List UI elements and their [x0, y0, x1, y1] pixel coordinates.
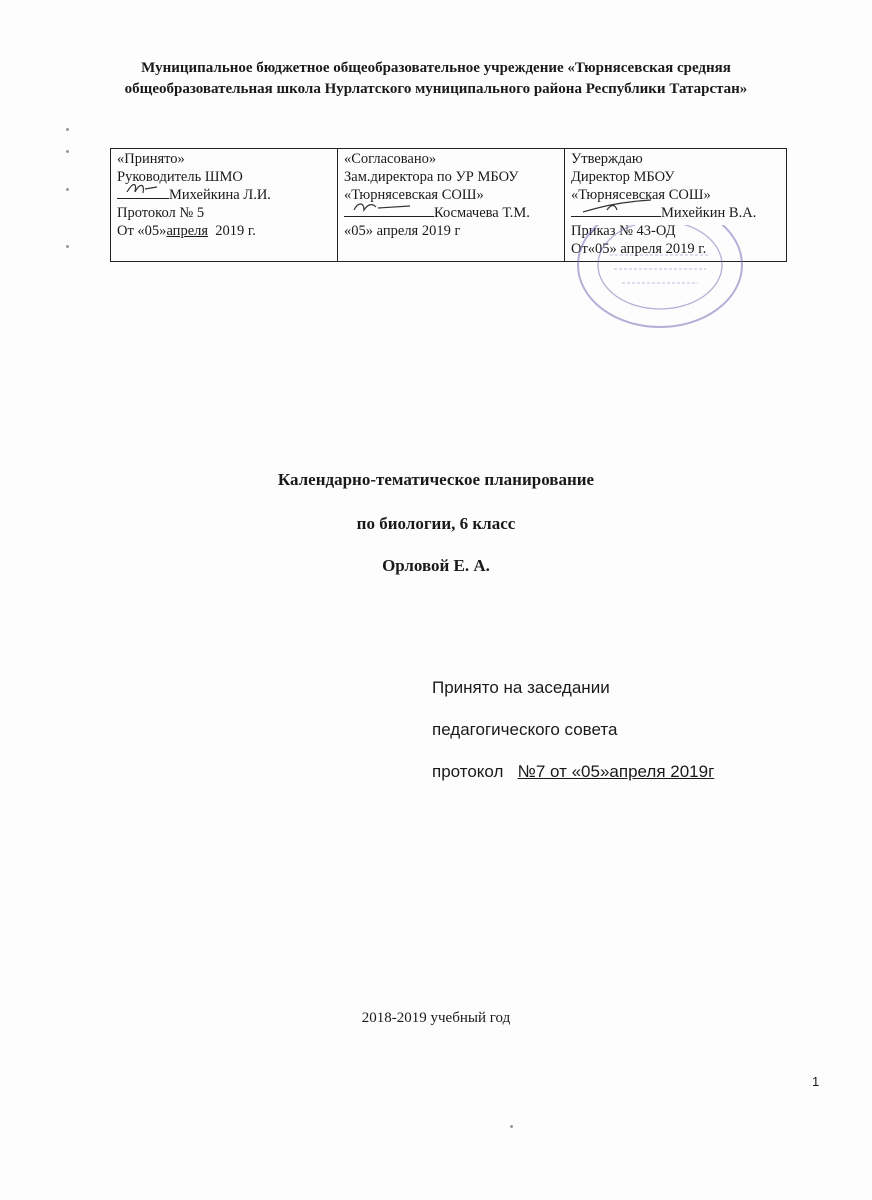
signature-icon — [571, 204, 661, 217]
signature-icon — [344, 204, 434, 217]
school-header-line-2: общеобразовательная школа Нурлатского муниципального района Республики Татарстан» — [124, 81, 748, 97]
document-teacher: Орловой Е. А. — [382, 556, 490, 575]
page-number: 1 — [812, 1074, 820, 1089]
approved-date: От«05» апреля 2019 г. — [571, 241, 707, 257]
accepted-cell — [111, 149, 338, 262]
agreed-cell — [338, 149, 565, 262]
agreed-position: Зам.директора по УР МБОУ — [344, 169, 519, 185]
accepted-protocol: Протокол № 5 — [117, 205, 205, 221]
agreed-school: «Тюрнясевская СОШ» — [344, 187, 484, 203]
approved-title: Утверждаю — [571, 151, 643, 167]
accepted-title: «Принято» — [117, 151, 185, 167]
approved-name: Михейкин В.А. — [661, 205, 757, 221]
council-line-1: Принято на заседании — [432, 678, 610, 697]
school-header — [40, 58, 832, 100]
accepted-position: Руководитель ШМО — [117, 169, 243, 185]
approved-order: Приказ № 43-ОД — [571, 223, 676, 239]
approved-position: Директор МБОУ — [571, 169, 675, 185]
approved-school: «Тюрнясевская СОШ» — [571, 187, 711, 203]
agreed-date: «05» апреля 2019 г — [344, 223, 461, 239]
scan-speck — [510, 1125, 513, 1128]
document-subject: по биологии, 6 класс — [356, 514, 516, 533]
council-protocol: протокол №7 от «05»апреля 2019г — [432, 762, 715, 781]
scan-speck — [66, 188, 69, 191]
scan-speck — [66, 128, 69, 131]
approved-signature-line — [571, 204, 782, 222]
school-header-line-1: Муниципальное бюджетное общеобразовательное учреждение «Тюрнясевская средняя — [141, 60, 731, 76]
scan-speck — [66, 150, 69, 153]
signature-icon — [117, 186, 169, 199]
scan-speck — [66, 245, 69, 248]
accepted-signature-line — [117, 186, 333, 204]
council-line-2: педагогического совета — [432, 720, 618, 739]
official-stamp-icon — [570, 225, 750, 335]
accepted-name: Михейкина Л.И. — [169, 187, 271, 203]
school-year: 2018-2019 учебный год — [361, 1010, 511, 1026]
document-title: Календарно-тематическое планирование — [277, 470, 595, 489]
council-protocol-number: №7 от «05»апреля 2019г — [517, 762, 715, 781]
accepted-date: От «05»апреля 2019 г. — [117, 223, 256, 239]
agreed-name: Космачева Т.М. — [434, 205, 530, 221]
agreed-signature-line — [344, 204, 560, 222]
agreed-title: «Согласовано» — [344, 151, 437, 167]
